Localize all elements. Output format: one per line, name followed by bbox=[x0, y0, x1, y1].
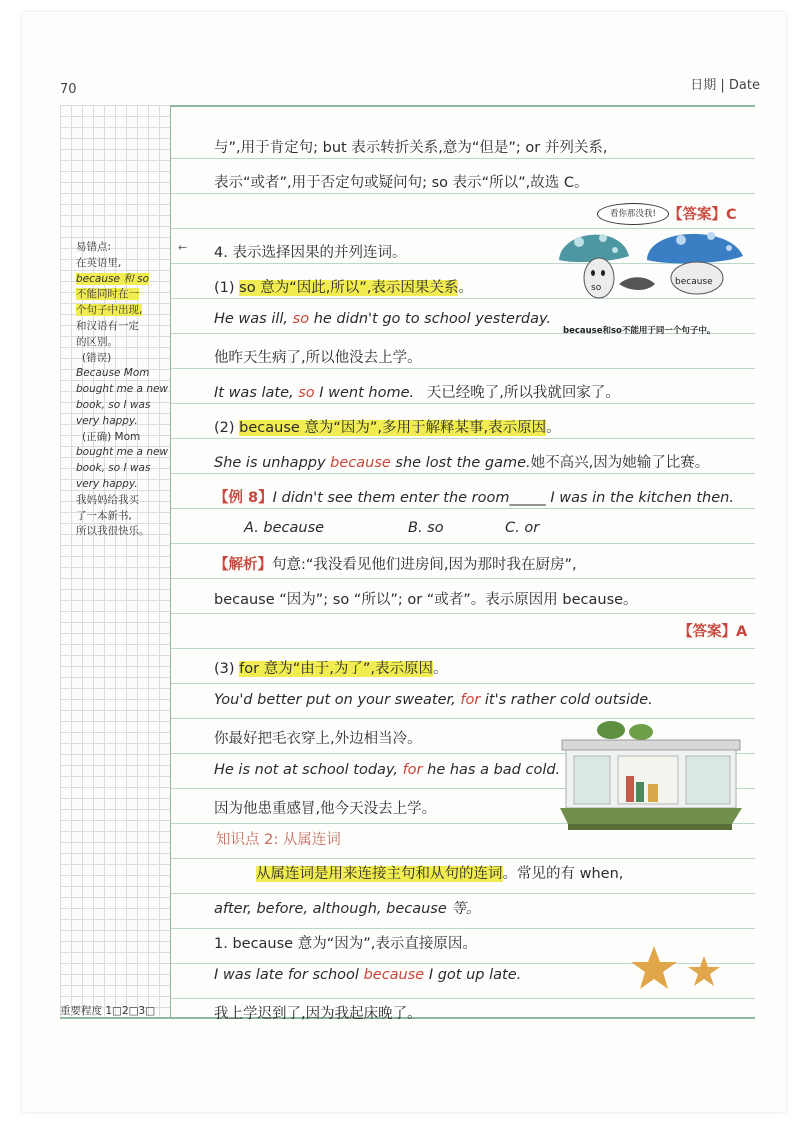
option-c: C. or bbox=[505, 520, 540, 536]
star-decoration-icon bbox=[630, 944, 726, 996]
side-note-line: 和汉语有一定 bbox=[76, 319, 139, 332]
analysis-line-2: because “因为”; so “所以”; or “或者”。表示原因用 because。 bbox=[214, 592, 638, 608]
text-line: 表示“或者”,用于否定句或疑问句; so 表示“所以”,故选 C。 bbox=[214, 175, 589, 191]
side-note-line: (正确) Mom bbox=[82, 430, 141, 443]
side-note-line: 在英语里, bbox=[76, 256, 122, 269]
example-sentence: He was ill, so he didn't go to school yesterday. bbox=[214, 311, 552, 327]
text-line: 与”,用于肯定句; but 表示转折关系,意为“但是”; or 并列关系, bbox=[214, 140, 608, 156]
section-heading: 4. 表示选择因果的并列连词。 bbox=[214, 245, 407, 261]
side-note-line: because 和 so bbox=[76, 272, 149, 285]
side-note-line: bought me a new bbox=[76, 446, 169, 459]
mushroom-illustration bbox=[551, 218, 751, 306]
side-note-line: 个句子中出现, bbox=[76, 304, 143, 317]
definition-line-2: after, before, although, because 等。 bbox=[214, 901, 481, 917]
side-note-line: book, so I was bbox=[76, 462, 151, 475]
example-sentence: It was late, so I went home. 天已经晚了,所以我就回家了。 bbox=[214, 385, 620, 401]
side-note-line: (错误) bbox=[82, 351, 112, 364]
example-translation: 他昨天生病了,所以他没去上学。 bbox=[214, 350, 422, 366]
rule-item: (3) for 意为“由于,为了”,表示原因。 bbox=[214, 661, 448, 677]
side-note-line: Because Mom bbox=[76, 367, 150, 380]
mushroom-label-so: so bbox=[591, 283, 602, 293]
option-b: B. so bbox=[408, 520, 444, 536]
speech-bubble: 看你那没我! bbox=[597, 203, 669, 225]
example-translation: 因为他患重感冒,他今天没去上学。 bbox=[214, 801, 437, 817]
rule-item: (2) because 意为“因为”,多用于解释某事,表示原因。 bbox=[214, 420, 561, 436]
option-a: A. because bbox=[244, 520, 325, 536]
example-question: 【例 8】I didn't see them enter the room_____ I was in the kitchen then. bbox=[214, 490, 734, 506]
side-note-line: very happy. bbox=[76, 414, 138, 427]
side-note-line: very happy. bbox=[76, 477, 138, 490]
side-note-line: 的区别。 bbox=[76, 335, 118, 348]
side-note-line: 不能同时在一 bbox=[76, 288, 139, 301]
example-sentence: He is not at school today, for he has a bad cold. bbox=[214, 762, 561, 778]
example-translation: 我上学迟到了,因为我起床晚了。 bbox=[214, 1006, 422, 1022]
definition-line: 从属连词是用来连接主句和从句的连词。常见的有 when, bbox=[256, 866, 624, 882]
side-note-line: book, so I was bbox=[76, 398, 151, 411]
example-translation: 你最好把毛衣穿上,外边相当冷。 bbox=[214, 731, 422, 747]
example-sentence: She is unhappy because she lost the game.她不高兴,因为她输了比赛。 bbox=[214, 455, 710, 471]
side-note-line: 我妈妈给我买 bbox=[76, 493, 139, 506]
rule-item: (1) so 意为“因此,所以”,表示因果关系。 bbox=[214, 280, 473, 296]
analysis-line: 【解析】句意:“我没看见他们进房间,因为那时我在厨房”, bbox=[214, 557, 577, 573]
side-note-line: 所以我很快乐。 bbox=[76, 525, 150, 538]
house-illustration bbox=[556, 720, 746, 835]
example-sentence: I was late for school because I got up late. bbox=[214, 967, 522, 983]
importance-rating: 重要程度 1□2□3□ bbox=[60, 1005, 156, 1017]
knowledge-point-title: 知识点 2: 从属连词 bbox=[216, 832, 341, 848]
mushroom-label-because: because bbox=[675, 277, 713, 287]
answer-label: 【答案】C bbox=[668, 207, 737, 223]
answer-label: 【答案】A bbox=[678, 624, 748, 640]
page-number: 70 bbox=[60, 82, 77, 97]
side-note-line: bought me a new bbox=[76, 383, 169, 396]
arrow-left-icon: ← bbox=[178, 241, 188, 254]
date-label: 日期 | Date bbox=[690, 78, 760, 93]
side-note bbox=[76, 240, 174, 540]
illustration-caption: because和so不能用于同一个句子中。 bbox=[563, 326, 716, 336]
example-sentence: You'd better put on your sweater, for it's rather cold outside. bbox=[214, 692, 653, 708]
side-note-line: 了一本新书, bbox=[76, 509, 132, 522]
side-note-title: 易错点: bbox=[76, 241, 112, 253]
list-item: 1. because 意为“因为”,表示直接原因。 bbox=[214, 936, 477, 952]
